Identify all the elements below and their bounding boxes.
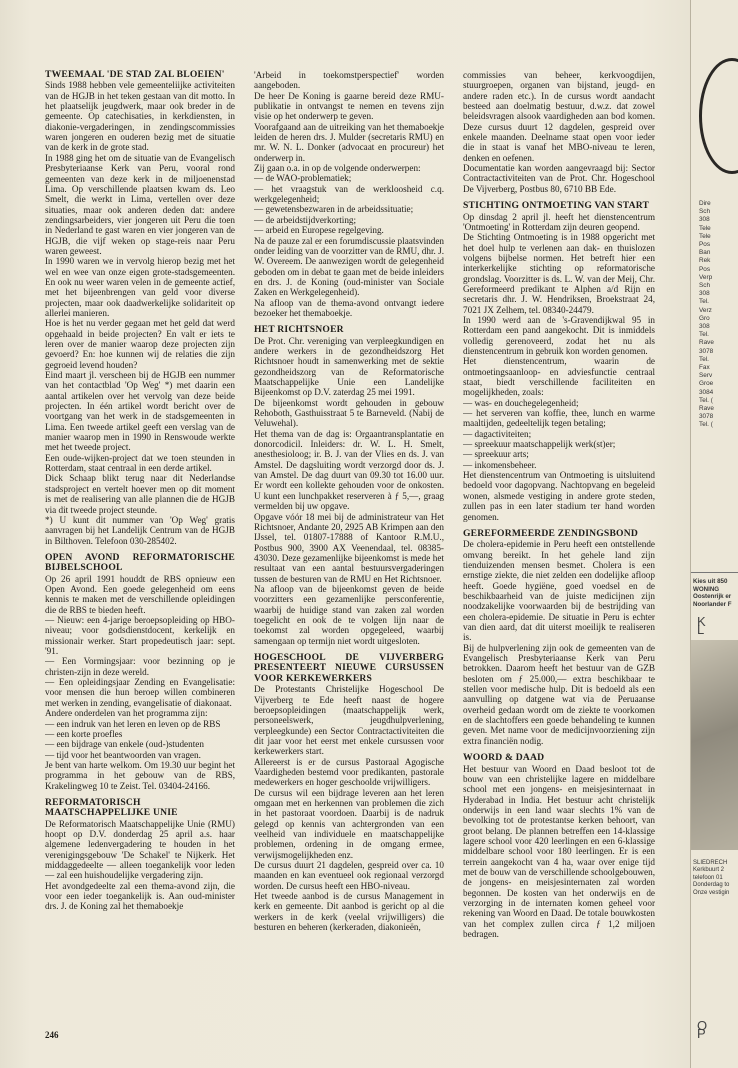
ad-line: Tel. ( — [699, 396, 713, 404]
article-heading: STICHTING ONTMOETING VAN START — [463, 200, 650, 212]
article-paragraph: — de arbeidstijdverkorting; — [254, 214, 357, 225]
ad-line: Tel. ( — [699, 421, 713, 429]
ad-line: Sch — [699, 282, 711, 290]
column-2 — [254, 70, 444, 1030]
ad-letters-top: K L — [697, 614, 724, 638]
article-paragraph: — het vraagstuk van de werkloosheid c.q. werkgelegenheid; — [254, 183, 444, 205]
article-paragraph: Eind maart jl. verscheen bij de HGJB een nummer van het contactblad 'Op Weg' *) met daarin een aantal artikelen over het vervolg van deze beide projecten. In één artikel wordt bericht over de voortgang van het werk in de stadsgemeenten in Lima. Een tweede artikel geeft een verslag van de manier waarop men in 1990 in Renswoude werkte met het tweede project. — [45, 370, 235, 453]
article-paragraph: Je bent van harte welkom. Om 19.30 uur begint het programma in het gebouw van de RBS, Krakelingweg 10 te Zeist. Tel. 03404-24166. — [45, 759, 235, 791]
article-paragraph: Op 26 april 1991 houddt de RBS opnieuw een Open Avond. Een goede gelegenheid om eens kennis te maken met de verschillende opleidingen die de RBS te bieden heeft. — [45, 573, 235, 615]
article-paragraph: Na de pauze zal er een forumdiscussie plaatsvinden onder leiding van de voorzitter van de RMU, dhr. J. W. Overeem. De aanwezigen wordt de gelegenheid geboden om in debat te gaan met de beide inleiders en drs. J. de Koning (oud-minister van Sociale Zaken en Werkgelegenheid). — [254, 235, 444, 298]
article-paragraph: Allereerst is er de cursus Pastoraal Agogische Vaardigheden bestemd voor predikanten, pastorale medewerkers en hoger geschoolde vrijwilligers. — [254, 756, 444, 788]
ad-line: 308 — [699, 323, 710, 331]
article-paragraph: Het bestuur van Woord en Daad besloot tot de bouw van een christelijke lagere en middelbare school met een jongens- en meisjesinternaat in Hyderabad in India. Het bestuur acht christelijk onderwijs in een land waar slechts 1% van de bevolking tot de protestantse kerken behoort, van groot belang. De plannen betreffen een 14-klassige lagere school voor 420 leerlingen en een 6-klassige middelbare school voor 180 leerlingen. Er is een terrein aangekocht van 4 ha, waar over enige tijd met de bouw van de verschillende schoolgebouwen, de jongens- en meisjesinternaten zal worden begonnen. De kosten van het onderwijs en de verzorging in de internaten komen geheel voor rekening van Woord en Daad. De totale bouwkosten van het complex zullen circa ƒ 1,2 miljoen bedragen. — [463, 763, 655, 940]
article-paragraph: Documentatie kan worden aangevraagd bij: Sector Contractactiviteiten van de Prot. Chr. Hogeschool De Vijverberg, Postbus 80, 6710 BB Ede. — [463, 163, 655, 194]
article-paragraph: Het dienstencentrum, waarin de ontmoetingsaanloop- en adviesfunctie centraal staat, biedt verschillende faciliteiten en mogelijkheden, zoals: — [463, 356, 655, 398]
article-paragraph: — spreekuur maatschappelijk werk(st)er; — [463, 439, 616, 450]
article-paragraph: Het avondgedeelte zal een thema-avond zijn, die voor een ieder toegankelijk is. Aan oud-minister drs. J. de Koning zal het themaboekje — [45, 880, 235, 912]
article-paragraph: Het tweede aanbod is de cursus Management in kerk en gemeente. Dit aanbod is gericht op al die werkers in de kerk (veelal vrijwilligers) die besturen en beheren (kerkeraden, diakonieën, — [254, 891, 444, 933]
advertisement-strip — [690, 0, 738, 1068]
article-paragraph: Opgave vóór 18 mei bij de administrateur van Het Richtsnoer, Andante 20, 2925 AB Krimpen aan den IJssel, tel. 01807-17888 of Kantoor R.M.U., Postbus 900, 3900 AX Veenendaal, tel. 08385-43030. Deze gezamenlijke bijeenkomst is mede het resultaat van een aantal bestuursvergaderingen tussen de besturen van de RMU en Het Richtsnoer. — [254, 511, 444, 584]
article-paragraph: Zij gaan o.a. in op de volgende onderwerpen: — [254, 163, 421, 174]
ad-bottom-text: SLIEDRECH Kerkbuurt 2 telefoon 01 Donderdag to Onze vestigin — [693, 860, 730, 896]
article-paragraph: 'Arbeid in toekomstperspectief' worden aangeboden. — [254, 70, 444, 91]
article-paragraph: Bij de hulpverlening zijn ook de gemeenten van de Evangelisch Presbyteriaanse Kerk van Peru betrokken. Daarom heeft het bestuur van de GZB besloten om ƒ 25.000,— extra beschikbaar te stellen voor medische hulp. Dit is bedoeld als een aanvulling op datgene wat via de Peruaanse overheid gedaan wordt om de ziekte te voorkomen en de slachtoffers een goede behandeling te kunnen geven. Met name voor de medicijnvoorziening zijn extra financiën nodig. — [463, 642, 655, 746]
ad-line: 308 — [699, 290, 710, 298]
ad-line: Rave — [699, 339, 714, 347]
page-number: 246 — [45, 1030, 59, 1040]
article-paragraph: De heer De Koning is gaarne bereid deze RMU-publikatie in ontvangst te nemen en tevens zijn visie op het onderwerp te geven. — [254, 90, 444, 122]
ad-line: Fax — [699, 364, 710, 372]
ad-line: Tele — [699, 232, 711, 240]
article-paragraph: Het dienstencentrum van Ontmoeting is uitsluitend bedoeld voor dagopvang. Nachtopvang en begeleid wonen, alsmede vestiging in andere grote steden, zullen pas in een later stadium ter hand worden genomen. — [463, 470, 655, 522]
ad-letters-bottom: O P — [697, 1018, 726, 1042]
article-paragraph: — Een opleidingsjaar Zending en Evangelisatie: voor mensen die hun beroep willen combineren met werken in zending, evangelisatie of diakonaat. — [45, 677, 235, 708]
ad-line: Ban — [699, 249, 711, 257]
article-paragraph: — was- en douchegelegenheid; — [463, 397, 579, 408]
article-paragraph: commissies van beheer, kerkvoogdijen, stuurgroepen, organen van bijstand, jeugd- en andere raden etc.). In de cursus wordt aandacht besteed aan doelmatig bestuur, d.w.z. dat zowel beleidsvragen alsook vaardigheden aan bod komen. Deze cursus duurt 12 dagdelen, gespreid over enkele maanden. Deelname staat open voor ieder die in staat is vanaf het MBO-niveau te leren, denken en oefenen. — [463, 70, 655, 163]
article-paragraph: De Stichting Ontmoeting is in 1988 opgericht met het doel hulp te verlenen aan dak- en thuislozen volgens bijbelse normen. Het betreft hier een interkerkelijke stichting op reformatorische grondslag. Voorzitter is ds. L. W. van der Meij, Chr. Gereformeerd predikant te Alphen a/d Rijn en secretaris dhr. J. W. Hendriksen, Broekstraat 24, 7021 JX Zelhem, tel. 08340-24479. — [463, 232, 655, 315]
article-heading: GEREFORMEERDE ZENDINGSBOND — [463, 527, 638, 539]
article-paragraph: — dagactiviteiten; — [463, 428, 532, 439]
article-paragraph: Dick Schaap blikt terug naar dit Nederlandse stadsproject en vertelt hoever men op dit moment is met de realisering van alle plannen die de HGJB via dit tweede project steunde. — [45, 473, 235, 515]
article-paragraph: — Een Vormingsjaar: voor bezinning op je christen-zijn in deze wereld. — [45, 656, 235, 677]
column-3 — [463, 70, 655, 1030]
article-paragraph: De Prot. Chr. vereniging van verpleegkundigen en andere werkers in de gezondheidszorg Het Richtsnoer houdt in samenwerking met de sektie gezondheidszorg van de Reformatorische Maatschappelijke Unie een Landelijke Bijeenkomst op D.V. zaterdag 25 mei 1991. — [254, 335, 444, 398]
ad-line: Gro — [699, 314, 710, 322]
article-paragraph: In 1988 ging het om de situatie van de Evangelisch Presbyteriaanse Kerk van Peru, vooral rond gemeenten van deze kerk in de miljoenenstad Lima. Op verschillende plaatsen kwam ds. Leo Smelt, die werkt in Lima, vertellen over deze situaties, maar ook anderen deden dat: andere zendingsarbeiders, vier jongeren uit Peru die toen in Nederland te gast waren en vier jongeren van de HGJB, die vijf weken op stage-reis naar Peru waren geweest. — [45, 152, 235, 256]
ad-photo — [691, 640, 738, 850]
ad-line: Dire — [699, 200, 711, 207]
article-paragraph: *) U kunt dit nummer van 'Op Weg' gratis aanvragen bij het Landelijk Centrum van de HGJB in Bilthoven. Telefoon 030-285402. — [45, 514, 235, 546]
article-paragraph: Na afloop van de thema-avond ontvangt iedere bezoeker het themaboekje. — [254, 297, 444, 318]
article-paragraph: De cursus wil een bijdrage leveren aan het leren omgaan met en herkennen van problemen die zich in het pastoraat voordoen. Daarbij is de nadruk gelegd op kennis van achtergronden van een veelheid van individuele en maatschappelijke problemen, ordening in de omgang ermee, verwijsmogelijkheden enz. — [254, 787, 444, 860]
ad-line: Rave — [699, 405, 714, 413]
article-paragraph: Een oude-wijken-project dat we toen steunden in Rotterdam, staat centraal in een derde artikel. — [45, 452, 235, 474]
article-paragraph: Het thema van de dag is: Orgaantransplantatie en donorcodicil. Inleiders: dr. W. L. H. Smelt, anesthesioloog; ir. B. J. van der Vlies en ds. J. van Amstel. De dagsluiting wordt verzorgd door ds. J. van Amstel. De dag duurt van 09.30 tot 16.00 uur. Er wordt een kollekte gehouden voor de onkosten. U kunt een lunchpakket reserveren à ƒ 5,—, graag vermelden bij uw opgave. — [254, 428, 444, 512]
ad-line: 308 — [699, 216, 710, 224]
ad-line: Tel. — [699, 298, 709, 306]
article-paragraph: — een korte proefles — [45, 728, 123, 739]
article-paragraph: In 1990 waren we in vervolg hierop bezig met het wel en wee van onze eigen grote-stadsgemeenten. En ook nu weer waren velen in de gemeente actief, met het bijeenbrengen van geld voor diverse projecten, maar ook daadwerkelijke solidariteit op allerlei manieren. — [45, 256, 235, 318]
ad-line: Tel. — [699, 355, 709, 363]
column-1 — [45, 70, 235, 1030]
ad-line: Serv — [699, 372, 713, 380]
article-paragraph: De bijeenkomst wordt gehouden in gebouw Rehoboth, Gasthuisstraat 5 te Barneveld. (Nabij de Veluwehal). — [254, 397, 444, 429]
ad-line: Tel. — [699, 331, 709, 339]
article-paragraph: — Nieuw: een 4-jarige beroepsopleiding op HBO-niveau; voor godsdienstdocent, kerkelijk en missionair werker. Start propedeutisch jaar: sept. '91. — [45, 615, 235, 657]
article-heading: WOORD & DAAD — [463, 752, 545, 764]
article-paragraph: — gewetensbezwaren in de arbeidssituatie; — [254, 204, 414, 215]
ad-line: Verp — [699, 273, 713, 281]
article-paragraph: — het serveren van koffie, thee, lunch en warme maaltijden, gedeeltelijk tegen betaling; — [463, 408, 655, 429]
ad-line: Rek — [699, 257, 711, 265]
ad-logo — [699, 58, 738, 174]
ad-line: 3084 — [699, 388, 714, 396]
ad-line: 3078 — [699, 413, 714, 421]
article-paragraph: In 1990 werd aan de 's-Gravendijkwal 95 in Rotterdam een pand aangekocht. Dit is inmiddels volledig gerenoveerd, zodat het nu als dienstencentrum in gebruik kon worden genomen. — [463, 314, 655, 356]
ad-line: Verz — [699, 306, 712, 314]
ad-offer-text: Kies uit 850 WONING Oostenrijk er Noorlander F — [693, 578, 732, 608]
article-paragraph: De cursus duurt 21 dagdelen, gespreid over ca. 10 maanden en kan eventueel ook regionaal verzorgd worden. De cursus heeft een HBO-niveau. — [254, 860, 444, 891]
article-heading: OPEN AVOND REFORMATORISCHE BIJBELSCHOOL — [45, 551, 235, 574]
article-heading: TWEEMAAL 'DE STAD ZAL BLOEIEN' — [45, 70, 225, 80]
ad-divider — [691, 572, 738, 573]
article-heading: HOGESCHOOL DE VIJVERBERG PRESENTEERT NIEUWE CURSUSSEN VOOR KERKEWERKERS — [254, 651, 444, 684]
ad-line: Pos — [699, 265, 711, 273]
ad-line: Tele — [699, 224, 711, 232]
article-paragraph: — een bijdrage van enkele (oud-)studenten — [45, 739, 204, 750]
article-paragraph: De cholera-epidemie in Peru heeft een ontstellende omvang bereikt. In het gehele land zijn tienduizenden mensen besmet. Cholera is een ernstige ziekte, die niet zelden een dodelijke afloop heeft. Goede hygiëne, goed voedsel en de beschikbaarheid van de juiste medicijnen zijn noodzakelijke voorwaarden bij de bestrijding van een cholera-epidemie. De situatie in Peru is echter van dien aard, dat dit uiterst moeilijk te realiseren is. — [463, 539, 655, 643]
article-heading: REFORMATORISCH MAATSCHAPPELIJKE UNIE — [45, 796, 178, 819]
article-paragraph: Sinds 1988 hebben vele gemeenteliijke activiteiten van de HGJB in het teken gestaan van dit motto. In het plaatselijk jeugdwerk, maar ook breder in de gemeente. Op catechisaties, in kerkdiensten, in diakonie-vergaderingen, in zendingscommissies waren jongeren en ouderen bezig met de situatie van de kerk in de grote stad. — [45, 80, 235, 153]
article-paragraph: De Reformatorisch Maatschappelijke Unie (RMU) hoopt op D.V. donderdag 25 april a.s. haar algemene ledenvergadering te houden in het verenigingsgebouw 'De Schakel' te Nijkerk. Het middaggedeelte — alleen toegankelijk voor leden — zal een huishoudelijke vergadering zijn. — [45, 818, 235, 881]
article-paragraph: Na afloop van de bijeenkomst geven de beide voorzitters een gezamenlijke persconferentie, waarbij de huidige stand van zaken zal worden toegelicht en ook de te volgen lijn naar de toekomst zal worden opgegeleed, waarbij samengaan op termijn niet wordt uitgesloten. — [254, 583, 444, 646]
article-paragraph: Op dinsdag 2 april jl. heeft het dienstencentrum 'Ontmoeting' in Rotterdam zijn deuren geopend. — [463, 211, 655, 232]
article-paragraph: Andere onderdelen van het programma zijn: — [45, 708, 208, 719]
article-paragraph: De Protestants Christelijke Hogeschool De Vijverberg te Ede heeft naast de hogere beroepsopleidingen (maatschappelijk werk, personeelswerk, jeugdhulpverlening, verpleegkunde) een Sector Contractactiviteiten die dit jaar voor het eerst met enkele cursussen voor kerkewerkers start. — [254, 684, 444, 757]
article-paragraph: — inkomensbeheer. — [463, 459, 537, 470]
article-paragraph: — spreekuur arts; — [463, 449, 529, 460]
ad-line: 3078 — [699, 347, 714, 355]
ad-line: Pos — [699, 241, 711, 249]
article-paragraph: — tijd voor het beantwoorden van vragen. — [45, 749, 201, 760]
article-paragraph: Hoe is het nu verder gegaan met het geld dat werd opgehaald in beide projecten? En valt er iets te leren over de manier waarop deze projecten zijn gevoerd? En: hoe kunnen wij de relaties die zijn gegroeid levend houden? — [45, 318, 235, 370]
article-paragraph: — een indruk van het leren en leven op de RBS — [45, 718, 221, 729]
article-paragraph: — de WAO-problematiek; — [254, 173, 352, 184]
ad-line: Groe — [699, 380, 714, 388]
article-paragraph: Voorafgaand aan de uitreiking van het themaboekje leiden de heren drs. J. Mulder (secretaris RMU) en mr. W. N. L. Donker (advocaat en procureur) het onderwerp in. — [254, 121, 444, 163]
article-heading: HET RICHTSNOER — [254, 324, 344, 336]
article-paragraph: — arbeid en Europese regelgeving. — [254, 225, 384, 236]
ad-contact-lines — [699, 200, 738, 430]
ad-line: Sch — [699, 208, 711, 216]
